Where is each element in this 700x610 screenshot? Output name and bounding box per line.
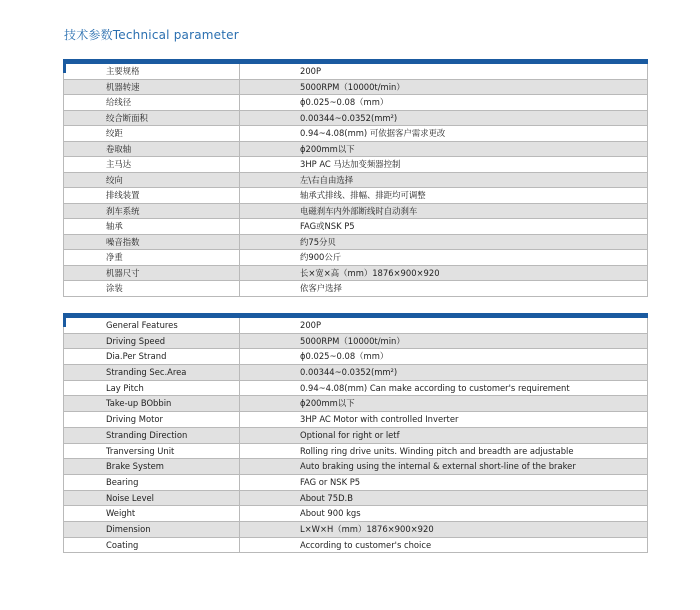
row-value: 5000RPM（10000t/min） [300, 81, 405, 92]
table-header-bar [63, 59, 648, 64]
table-row [64, 95, 647, 111]
row-label: 净重 [64, 250, 240, 265]
row-label: Brake System [64, 459, 240, 474]
table-row [64, 349, 647, 365]
english-rows [63, 318, 648, 553]
table-row [64, 188, 647, 204]
row-value: ϕ0.025~0.08（mm） [300, 351, 389, 362]
table-row [64, 173, 647, 189]
row-value: FAG or NSK P5 [300, 476, 361, 487]
row-label: 涂装 [64, 281, 240, 296]
page-title: 技术参数Technical parameter [64, 28, 239, 42]
table-row [64, 396, 647, 412]
row-label: 绞距 [64, 126, 240, 141]
row-value: FAG或NSK P5 [300, 221, 355, 231]
table-row [64, 475, 647, 491]
row-label: Coating [64, 538, 240, 553]
row-label: Driving Speed [64, 334, 240, 349]
row-label: 卷取轴 [64, 142, 240, 157]
row-value: 约900公斤 [300, 252, 342, 262]
row-value: Auto braking using the internal & external short-line of the braker [300, 461, 576, 472]
table-row [64, 506, 647, 522]
row-label: Noise Level [64, 491, 240, 506]
row-label: 给线径 [64, 95, 240, 110]
table-row [64, 64, 647, 80]
row-label: Dimension [64, 522, 240, 537]
row-label: Bearing [64, 475, 240, 490]
row-label: 噪音指数 [64, 235, 240, 250]
table-row [64, 204, 647, 220]
row-label: 机器尺寸 [64, 266, 240, 281]
row-label: Driving Motor [64, 412, 240, 427]
row-value: 3HP AC Motor with controlled Inverter [300, 414, 459, 425]
row-label: 主要规格 [64, 64, 240, 79]
chinese-rows [63, 64, 648, 297]
row-value: About 900 kgs [300, 508, 361, 519]
row-value: 依客户选择 [300, 283, 342, 293]
row-value: About 75D.B [300, 492, 353, 503]
row-label: 刹车系统 [64, 204, 240, 219]
row-value: 5000RPM（10000t/min） [300, 335, 405, 346]
table-row [64, 522, 647, 538]
table-row [64, 334, 647, 350]
row-label: Lay Pitch [64, 381, 240, 396]
table-row [64, 157, 647, 173]
table-row [64, 538, 647, 554]
row-value: 轴承式排线、排幅、排距均可调整 [300, 190, 426, 200]
table-row [64, 250, 647, 266]
table-row [64, 266, 647, 282]
row-label: 机器转速 [64, 80, 240, 95]
table-row [64, 459, 647, 475]
table-row [64, 444, 647, 460]
row-label: Dia.Per Strand [64, 349, 240, 364]
table-row [64, 219, 647, 235]
row-label: 主马达 [64, 157, 240, 172]
row-value: 左\右自由选择 [300, 174, 354, 185]
table-row [64, 235, 647, 251]
row-label: 轴承 [64, 219, 240, 234]
row-label: Tranversing Unit [64, 444, 240, 459]
row-value: 200P [300, 320, 322, 330]
table-row [64, 381, 647, 397]
table-row [64, 365, 647, 381]
row-value: ϕ0.025~0.08（mm） [300, 97, 389, 107]
table-row [64, 80, 647, 96]
table-row [64, 281, 647, 297]
table-row [64, 126, 647, 142]
table-row [64, 142, 647, 158]
row-value: 约75分贝 [300, 236, 336, 247]
row-value: ϕ200mm以下 [300, 143, 355, 154]
table-row [64, 412, 647, 428]
chinese-spec-table [63, 59, 648, 297]
row-label: Stranding Sec.Area [64, 365, 240, 380]
table-row [64, 491, 647, 507]
table-row [64, 111, 647, 127]
row-label: 绞合断面积 [64, 111, 240, 126]
table-row [64, 428, 647, 444]
row-value: 0.94~4.08(mm) 可依据客户需求更改 [300, 128, 446, 138]
row-value: 200P [300, 66, 322, 76]
row-value: Rolling ring drive units. Winding pitch and breadth are adjustable [300, 445, 574, 456]
row-label: 绞向 [64, 173, 240, 188]
table-header-accent [63, 59, 66, 73]
row-label: 排线装置 [64, 188, 240, 203]
row-value: Optional for right or letf [300, 429, 400, 440]
row-value: According to customer's choice [300, 539, 432, 550]
table-header-bar [63, 313, 648, 318]
row-value: 0.00344~0.0352(mm²) [300, 112, 398, 123]
row-value: 0.94~4.08(mm) Can make according to customer's requirement [300, 382, 570, 393]
row-value: 0.00344~0.0352(mm²) [300, 367, 398, 378]
row-value: 长×宽×高（mm）1876×900×920 [300, 267, 440, 278]
table-row [64, 318, 647, 334]
row-label: Weight [64, 506, 240, 521]
row-value: ϕ200mm以下 [300, 398, 355, 409]
table-header-accent [63, 313, 66, 327]
row-value: 3HP AC 马达加变频器控制 [300, 159, 401, 169]
row-label: Take-up BObbin [64, 396, 240, 411]
row-value: L×W×H（mm）1876×900×920 [300, 523, 434, 534]
row-label: Stranding Direction [64, 428, 240, 443]
row-label: General Features [64, 318, 240, 333]
english-spec-table [63, 313, 648, 553]
row-value: 电磁刹车内外部断线时自动刹车 [300, 205, 418, 216]
